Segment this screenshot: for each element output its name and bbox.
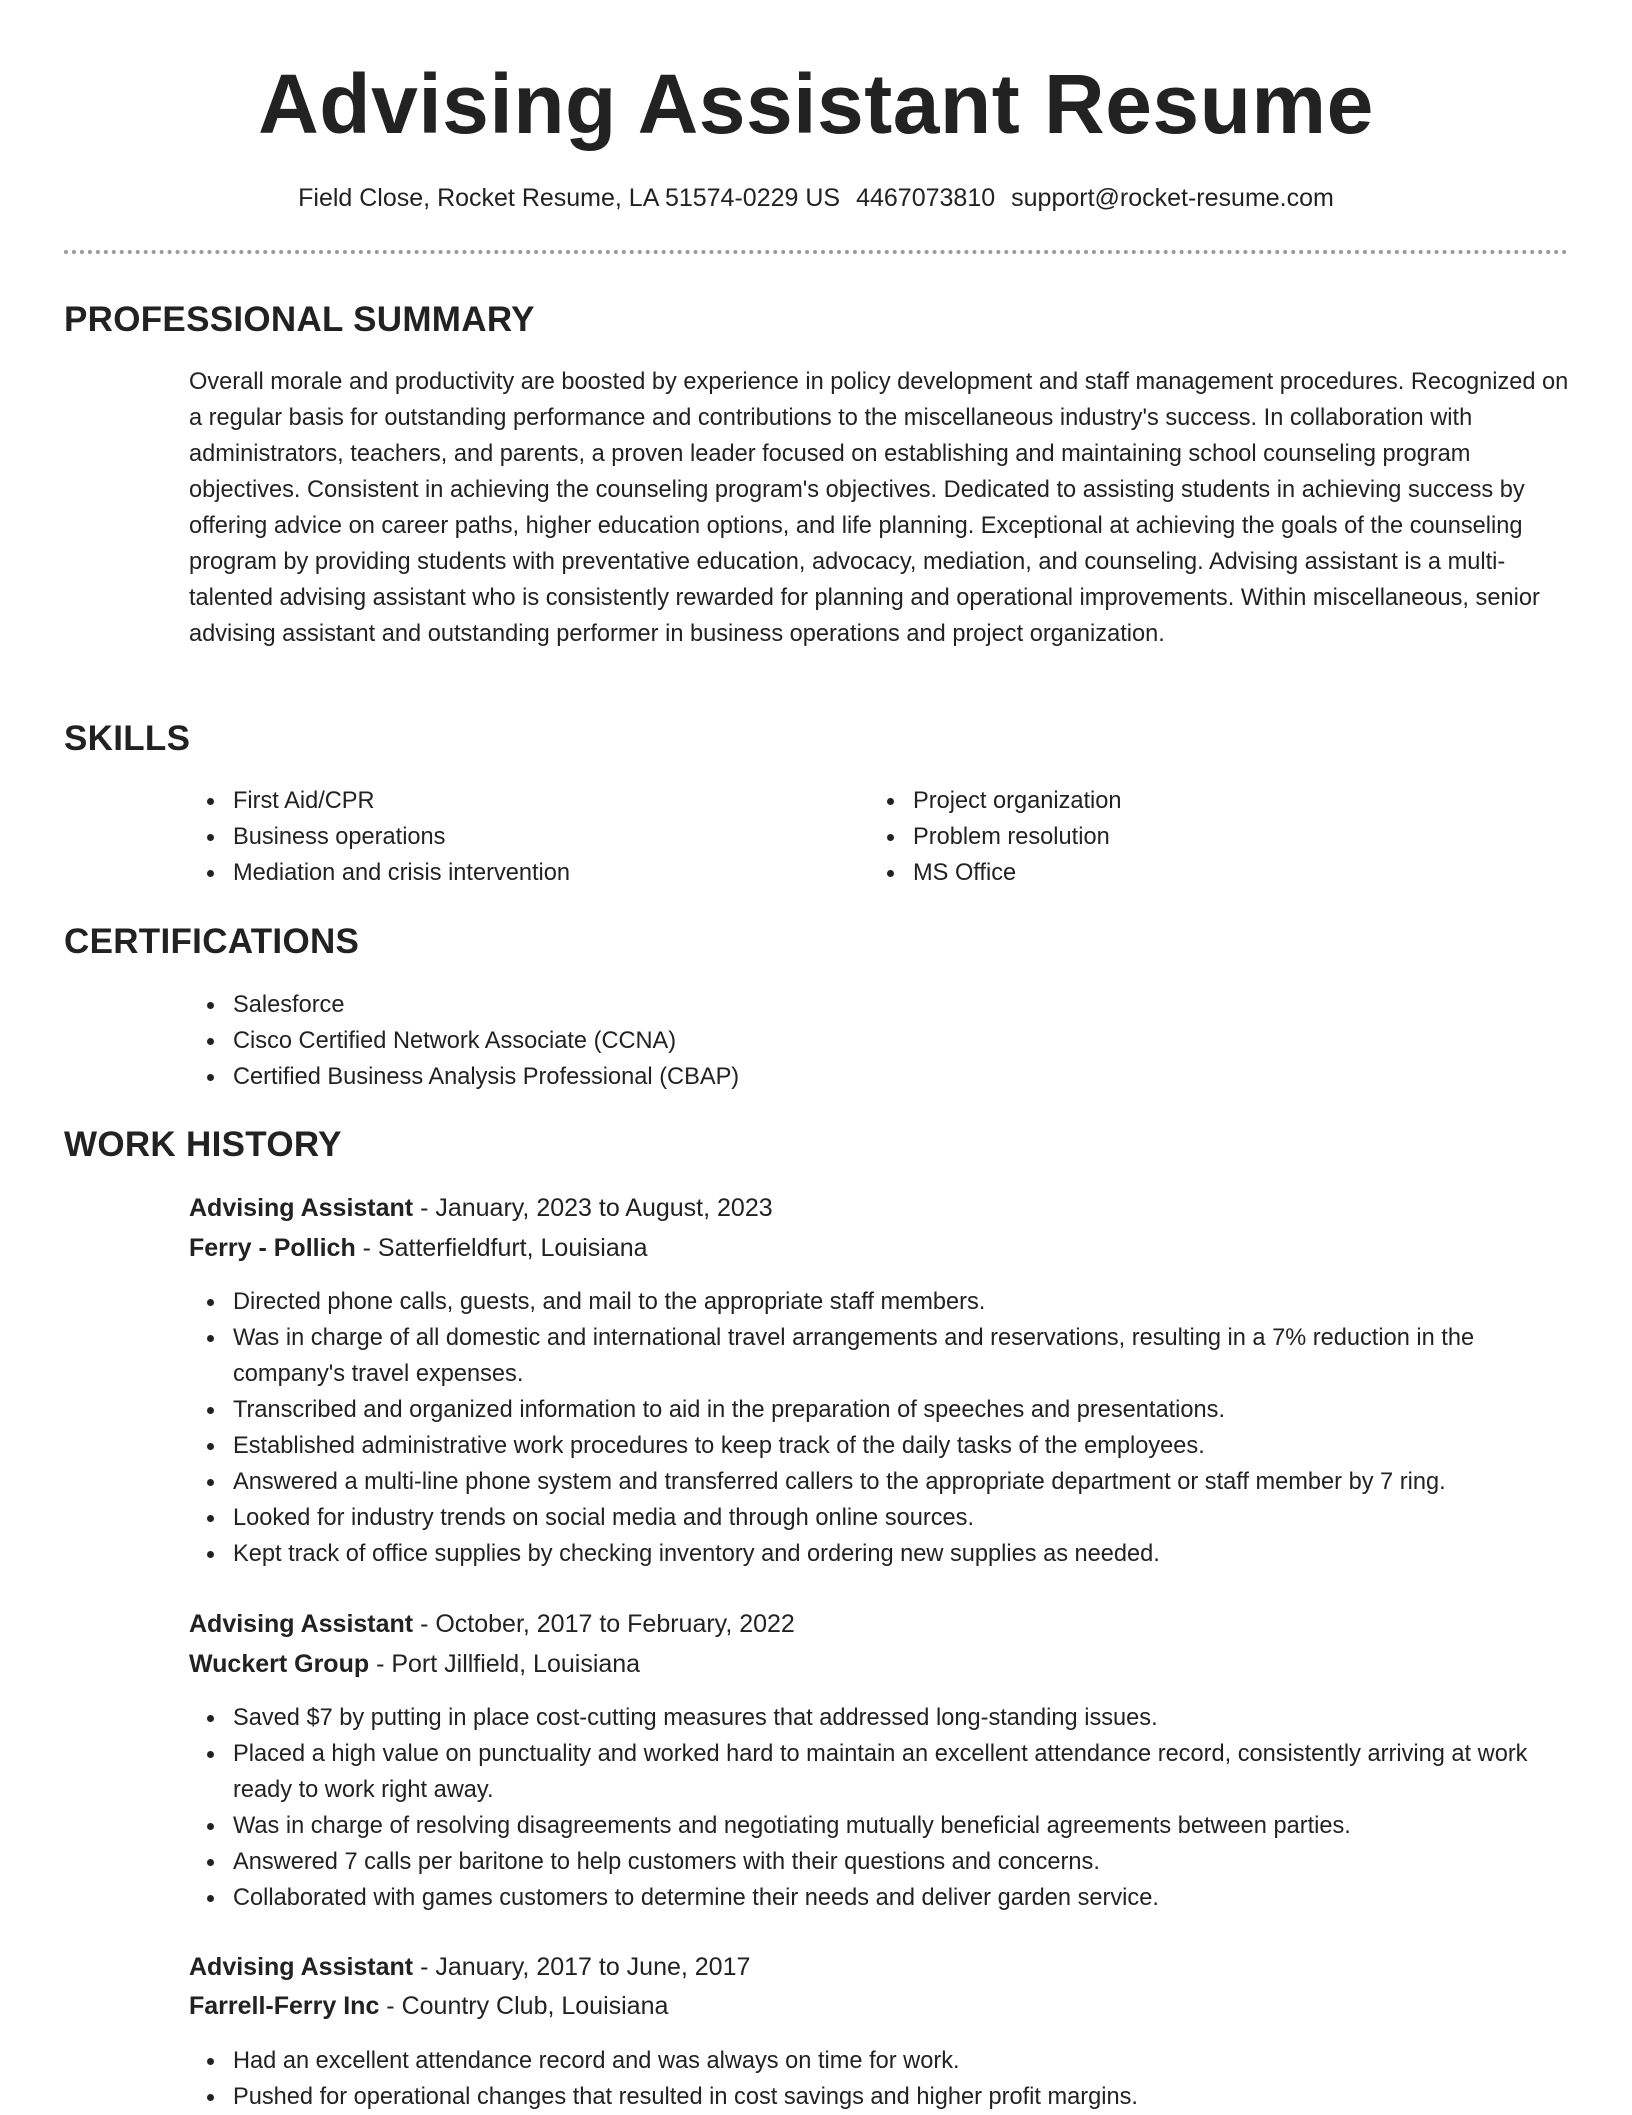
skill-item: Mediation and crisis intervention <box>189 855 829 891</box>
job-company: Ferry - Pollich <box>189 1234 356 1262</box>
job-bullet: Saved $7 by putting in place cost-cutting measures that addressed long-standing issues. <box>189 1700 1569 1736</box>
job-company: Farrell-Ferry Inc <box>189 1992 380 2020</box>
job-bullet: Answered 7 calls per baritone to help customers with their questions and concerns. <box>189 1844 1569 1880</box>
job-location: - Country Club, Louisiana <box>379 1992 669 2020</box>
skill-item: MS Office <box>869 855 1509 891</box>
job-title-line <box>189 1605 795 1643</box>
job-company-line <box>189 1987 668 2025</box>
contact-phone: 4467073810 <box>856 184 996 212</box>
job-title: Advising Assistant <box>189 1610 414 1638</box>
job-bullet: Transcribed and organized information to aid in the preparation of speeches and presentations. <box>189 1392 1569 1428</box>
skill-item: Project organization <box>869 783 1509 819</box>
certification-item: Salesforce <box>189 987 1569 1023</box>
job-title-line <box>189 1948 750 1986</box>
job-bullets <box>189 1284 1569 1572</box>
job-bullet: Had an excellent attendance record and was always on time for work. <box>189 2043 1569 2079</box>
job-bullet: Placed a high value on punctuality and worked hard to maintain an excellent attendance record, consistently arriving at work ready to work right away. <box>189 1736 1569 1808</box>
job-bullet: Collaborated with games customers to determine their needs and deliver garden service. <box>189 1880 1569 1916</box>
job-bullets <box>189 1700 1569 1916</box>
skills-list-left <box>189 783 829 891</box>
job-bullet: Established administrative work procedures to keep track of the daily tasks of the employees. <box>189 1428 1569 1464</box>
job-title-line <box>189 1189 773 1227</box>
job-company-line <box>189 1229 648 1267</box>
job-location: - Port Jillfield, Louisiana <box>369 1650 641 1678</box>
job-bullets <box>189 2043 1569 2115</box>
job-bullet: Was in charge of all domestic and international travel arrangements and reservations, resulting in a 7% reduction in the company's travel expenses. <box>189 1320 1569 1392</box>
summary-heading: PROFESSIONAL SUMMARY <box>64 300 535 339</box>
job-bullet: Directed phone calls, guests, and mail to the appropriate staff members. <box>189 1284 1569 1320</box>
certification-item: Cisco Certified Network Associate (CCNA) <box>189 1023 1569 1059</box>
job-bullet: Answered a multi-line phone system and transferred callers to the appropriate department or staff member by 7 ring. <box>189 1464 1569 1500</box>
skill-item: Business operations <box>189 819 829 855</box>
skills-heading: SKILLS <box>64 719 191 758</box>
skill-item: First Aid/CPR <box>189 783 829 819</box>
contact-address: Field Close, Rocket Resume, LA 51574-0229 US <box>298 184 841 212</box>
job-title: Advising Assistant <box>189 1953 414 1981</box>
job-bullet: Pushed for operational changes that resulted in cost savings and higher profit margins. <box>189 2079 1569 2115</box>
job-dates: - January, 2023 to August, 2023 <box>413 1194 773 1222</box>
job-dates: - October, 2017 to February, 2022 <box>413 1610 795 1638</box>
resume-title: Advising Assistant Resume <box>258 57 1374 151</box>
job-bullet: Kept track of office supplies by checking inventory and ordering new supplies as needed. <box>189 1536 1569 1572</box>
certifications-list <box>189 987 1569 1095</box>
job-company-line <box>189 1645 640 1683</box>
work-history-heading: WORK HISTORY <box>64 1125 342 1164</box>
skills-list-right <box>869 783 1509 891</box>
certifications-heading: CERTIFICATIONS <box>64 922 360 961</box>
contact-email[interactable]: support@rocket-resume.com <box>1011 184 1334 212</box>
header-divider <box>64 250 1568 254</box>
skill-item: Problem resolution <box>869 819 1509 855</box>
job-bullet: Was in charge of resolving disagreements and negotiating mutually beneficial agreements between parties. <box>189 1808 1569 1844</box>
job-company: Wuckert Group <box>189 1650 370 1678</box>
job-dates: - January, 2017 to June, 2017 <box>413 1953 751 1981</box>
certification-item: Certified Business Analysis Professional (CBAP) <box>189 1059 1569 1095</box>
job-bullet: Looked for industry trends on social media and through online sources. <box>189 1500 1569 1536</box>
job-title: Advising Assistant <box>189 1194 414 1222</box>
contact-line <box>0 180 1632 216</box>
summary-text: Overall morale and productivity are boosted by experience in policy development and staff management procedures. Recognized on a regular basis for outstanding performance and contributions to the miscellaneous industry's success. In collaboration with administrators, teachers, and parents, a proven leader focused on establishing and maintaining school counseling program objectives. Consistent in achieving the counseling program's objectives. Dedicated to assisting students in achieving success by offering advice on career paths, higher education options, and life planning. Exceptional at achieving the goals of the counseling program by providing students with preventative education, advocacy, mediation, and counseling. Advising assistant is a multi-talented advising assistant who is consistently rewarded for planning and operational improvements. Within miscellaneous, senior advising assistant and outstanding performer in business operations and project organization. <box>189 369 1569 647</box>
job-location: - Satterfieldfurt, Louisiana <box>355 1234 648 1262</box>
